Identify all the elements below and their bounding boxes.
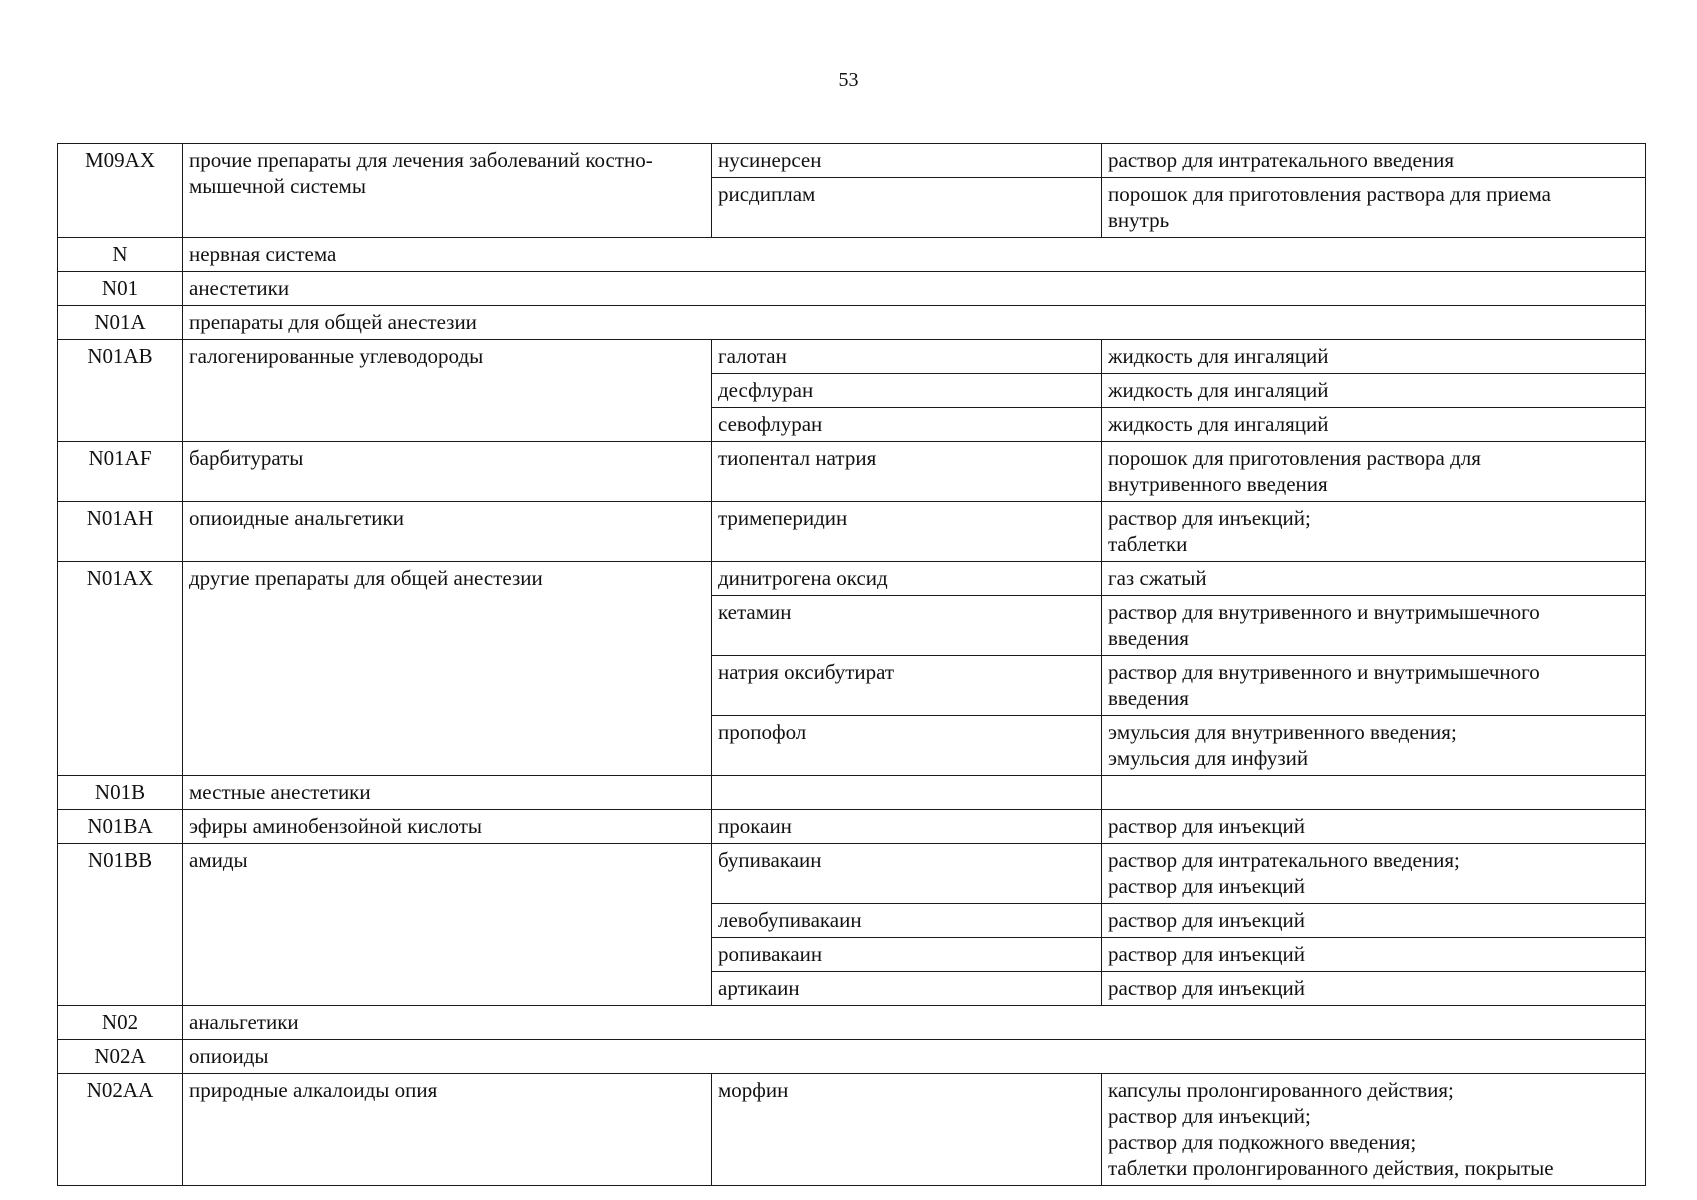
dosage-forms [1102,776,1646,810]
atc-group-name: опиоидные анальгетики [183,502,712,562]
table-row [58,272,1646,306]
atc-code: N01AH [58,502,183,562]
table-row [58,1040,1646,1074]
dosage-forms: эмульсия для внутривенного введения; эмульсия для инфузий [1102,716,1646,776]
table-row [58,502,1646,562]
page-number: 53 [838,69,859,91]
table-row [58,442,1646,502]
atc-group-name: местные анестетики [183,776,712,810]
dosage-forms: раствор для инъекций [1102,904,1646,938]
table-row [58,844,1646,904]
drug-name: динитрогена оксид [712,562,1102,596]
atc-code: N01BB [58,844,183,1006]
drug-name: десфлуран [712,374,1102,408]
drug-name: севофлуран [712,408,1102,442]
atc-group-name: другие препараты для общей анестезии [183,562,712,776]
atc-code: N02AA [58,1074,183,1186]
table-row [58,1074,1646,1186]
drug-name: пропофол [712,716,1102,776]
atc-code: N01AX [58,562,183,776]
dosage-forms: порошок для приготовления раствора для внутривенного введения [1102,442,1646,502]
atc-drug-table [57,143,1646,1186]
drug-name: левобупивакаин [712,904,1102,938]
dosage-forms: жидкость для ингаляций [1102,408,1646,442]
drug-name: артикаин [712,972,1102,1006]
drug-name: прокаин [712,810,1102,844]
atc-group-name: амиды [183,844,712,1006]
dosage-forms: раствор для инъекций [1102,810,1646,844]
atc-group-name: эфиры аминобензойной кислоты [183,810,712,844]
dosage-forms: жидкость для ингаляций [1102,340,1646,374]
table-row [58,306,1646,340]
drug-name [712,776,1102,810]
drug-name: рисдиплам [712,178,1102,238]
atc-group-name: нервная система [183,238,1646,272]
drug-name: бупивакаин [712,844,1102,904]
table-row [58,776,1646,810]
atc-group-name: галогенированные углеводороды [183,340,712,442]
dosage-forms: раствор для интратекального введения; раствор для инъекций [1102,844,1646,904]
dosage-forms: раствор для инъекций; таблетки [1102,502,1646,562]
atc-group-name: препараты для общей анестезии [183,306,1646,340]
dosage-forms: капсулы пролонгированного действия; раствор для инъекций; раствор для подкожного введения; таблетки пролонгированного действия, покрытые [1102,1074,1646,1186]
table-row [58,340,1646,374]
dosage-forms: порошок для приготовления раствора для приема внутрь [1102,178,1646,238]
dosage-forms: жидкость для ингаляций [1102,374,1646,408]
atc-group-name: анальгетики [183,1006,1646,1040]
atc-code: N01 [58,272,183,306]
atc-group-name: природные алкалоиды опия [183,1074,712,1186]
table-row [58,144,1646,178]
drug-name: тримеперидин [712,502,1102,562]
atc-group-name: барбитураты [183,442,712,502]
dosage-forms: раствор для инъекций [1102,972,1646,1006]
table-row [58,562,1646,596]
atc-code: N01B [58,776,183,810]
drug-name: ропивакаин [712,938,1102,972]
drug-name: галотан [712,340,1102,374]
atc-group-name: прочие препараты для лечения заболеваний костно-мышечной системы [183,144,712,238]
dosage-forms: газ сжатый [1102,562,1646,596]
dosage-forms: раствор для инъекций [1102,938,1646,972]
table-row [58,810,1646,844]
drug-name: нусинерсен [712,144,1102,178]
dosage-forms: раствор для интратекального введения [1102,144,1646,178]
table-row [58,238,1646,272]
dosage-forms: раствор для внутривенного и внутримышечного введения [1102,656,1646,716]
atc-group-name: опиоиды [183,1040,1646,1074]
atc-code: N02 [58,1006,183,1040]
drug-name: морфин [712,1074,1102,1186]
atc-code: N [58,238,183,272]
atc-code: N02A [58,1040,183,1074]
atc-code: N01AB [58,340,183,442]
drug-name: тиопентал натрия [712,442,1102,502]
drug-name: кетамин [712,596,1102,656]
atc-code: N01A [58,306,183,340]
atc-code: N01AF [58,442,183,502]
drug-name: натрия оксибутират [712,656,1102,716]
table-row [58,1006,1646,1040]
atc-code: N01BA [58,810,183,844]
dosage-forms: раствор для внутривенного и внутримышечного введения [1102,596,1646,656]
atc-code: M09AX [58,144,183,238]
atc-group-name: анестетики [183,272,1646,306]
